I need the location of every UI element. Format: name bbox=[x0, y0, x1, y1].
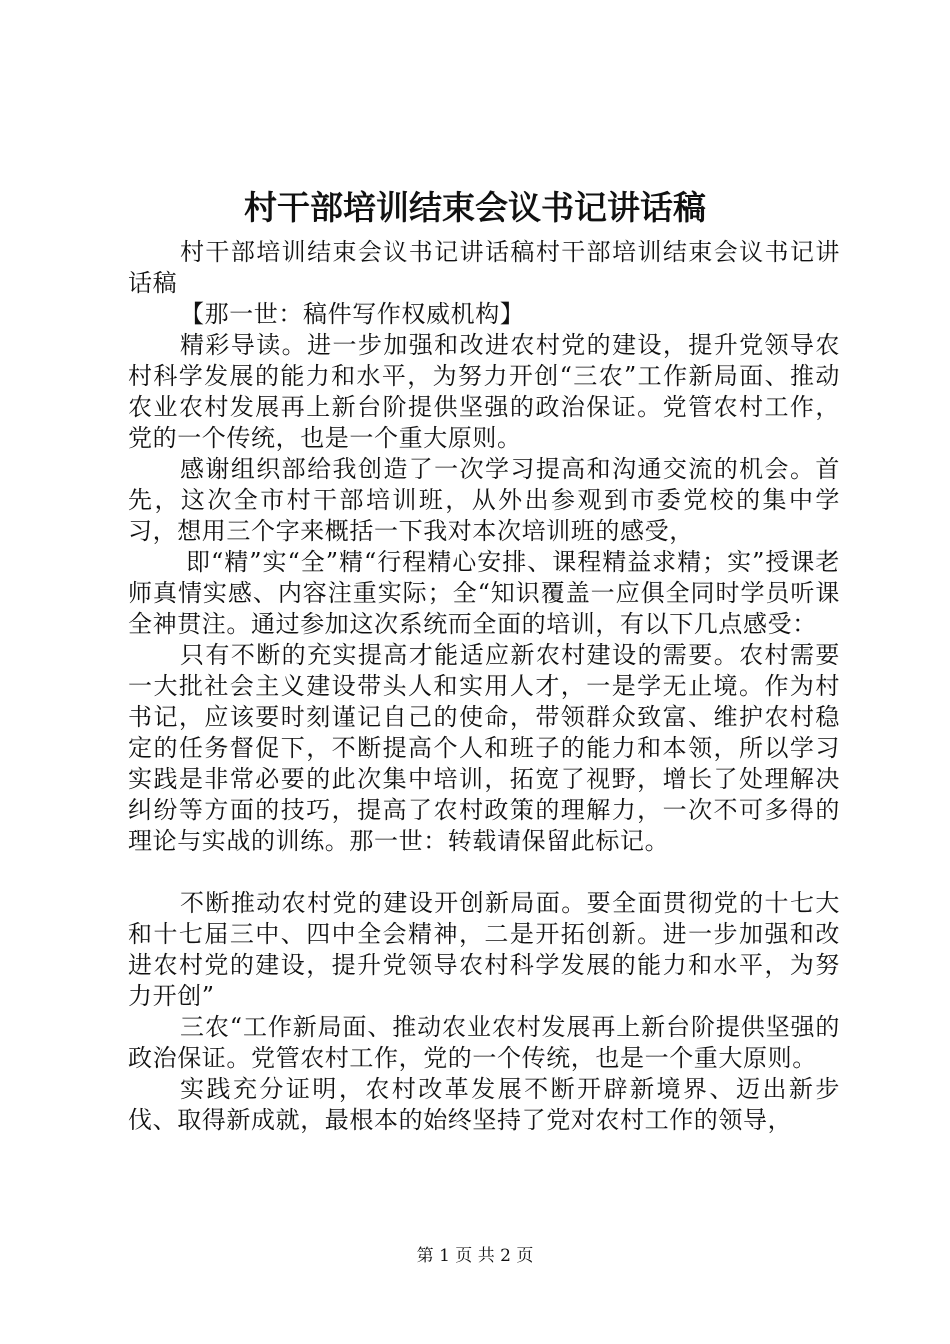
paragraph-practice: 实践充分证明，农村改革发展不断开辟新境界、迈出新步伐、取得新成就，最根本的始终坚持了党对农村工作的领导， bbox=[128, 1075, 840, 1134]
paragraph-point-two-continued: 三农“工作新局面、推动农业农村发展再上新台阶提供坚强的政治保证。党管农村工作，党的一个传统，也是一个重大原则。 bbox=[128, 1013, 840, 1072]
paragraph-source-note: 【那一世：稿件写作权威机构】 bbox=[180, 300, 525, 328]
paragraph-point-two: 不断推动农村党的建设开创新局面。要全面贯彻党的十七大和十七届三中、四中全会精神，二是开拓创新。进一步加强和改进农村党的建设，提升党领导农村科学发展的能力和水平，为努力开创” bbox=[128, 889, 840, 1010]
paragraph-spacer bbox=[128, 857, 840, 888]
paragraph-three-words: 即“精”实“全”精“行程精心安排、课程精益求精；实”授课老师真情实感、内容注重实际；全“知识覆盖一应俱全同时学员听课全神贯注。通过参加这次系统而全面的培训，有以下几点感受： bbox=[128, 548, 840, 638]
document-body bbox=[128, 237, 840, 1136]
page-footer: 第 1 页 共 2 页 bbox=[416, 1246, 534, 1266]
paragraph-thanks: 感谢组织部给我创造了一次学习提高和沟通交流的机会。首先，这次全市村干部培训班，从外出参观到市委党校的集中学习，想用三个字来概括一下我对本次培训班的感受， bbox=[128, 455, 840, 545]
paragraph-intro: 村干部培训结束会议书记讲话稿村干部培训结束会议书记讲话稿 bbox=[128, 238, 840, 297]
paragraph-guide: 精彩导读。进一步加强和改进农村党的建设，提升党领导农村科学发展的能力和水平，为努力开创“三农”工作新局面、推动农业农村发展再上新台阶提供坚强的政治保证。党管农村工作，党的一个传统，也是一个重大原则。 bbox=[128, 331, 840, 452]
paragraph-point-one: 只有不断的充实提高才能适应新农村建设的需要。农村需要一大批社会主义建设带头人和实用人才，一是学无止境。作为村书记，应该要时刻谨记自己的使命，带领群众致富、维护农村稳定的任务督促下，不断提高个人和班子的能力和本领，所以学习实践是非常必要的此次集中培训，拓宽了视野，增长了处理解决纠纷等方面的技巧，提高了农村政策的理解力，一次不可多得的理论与实战的训练。那一世：转载请保留此标记。 bbox=[128, 641, 840, 855]
document-title: 村干部培训结束会议书记讲话稿 bbox=[244, 188, 706, 227]
